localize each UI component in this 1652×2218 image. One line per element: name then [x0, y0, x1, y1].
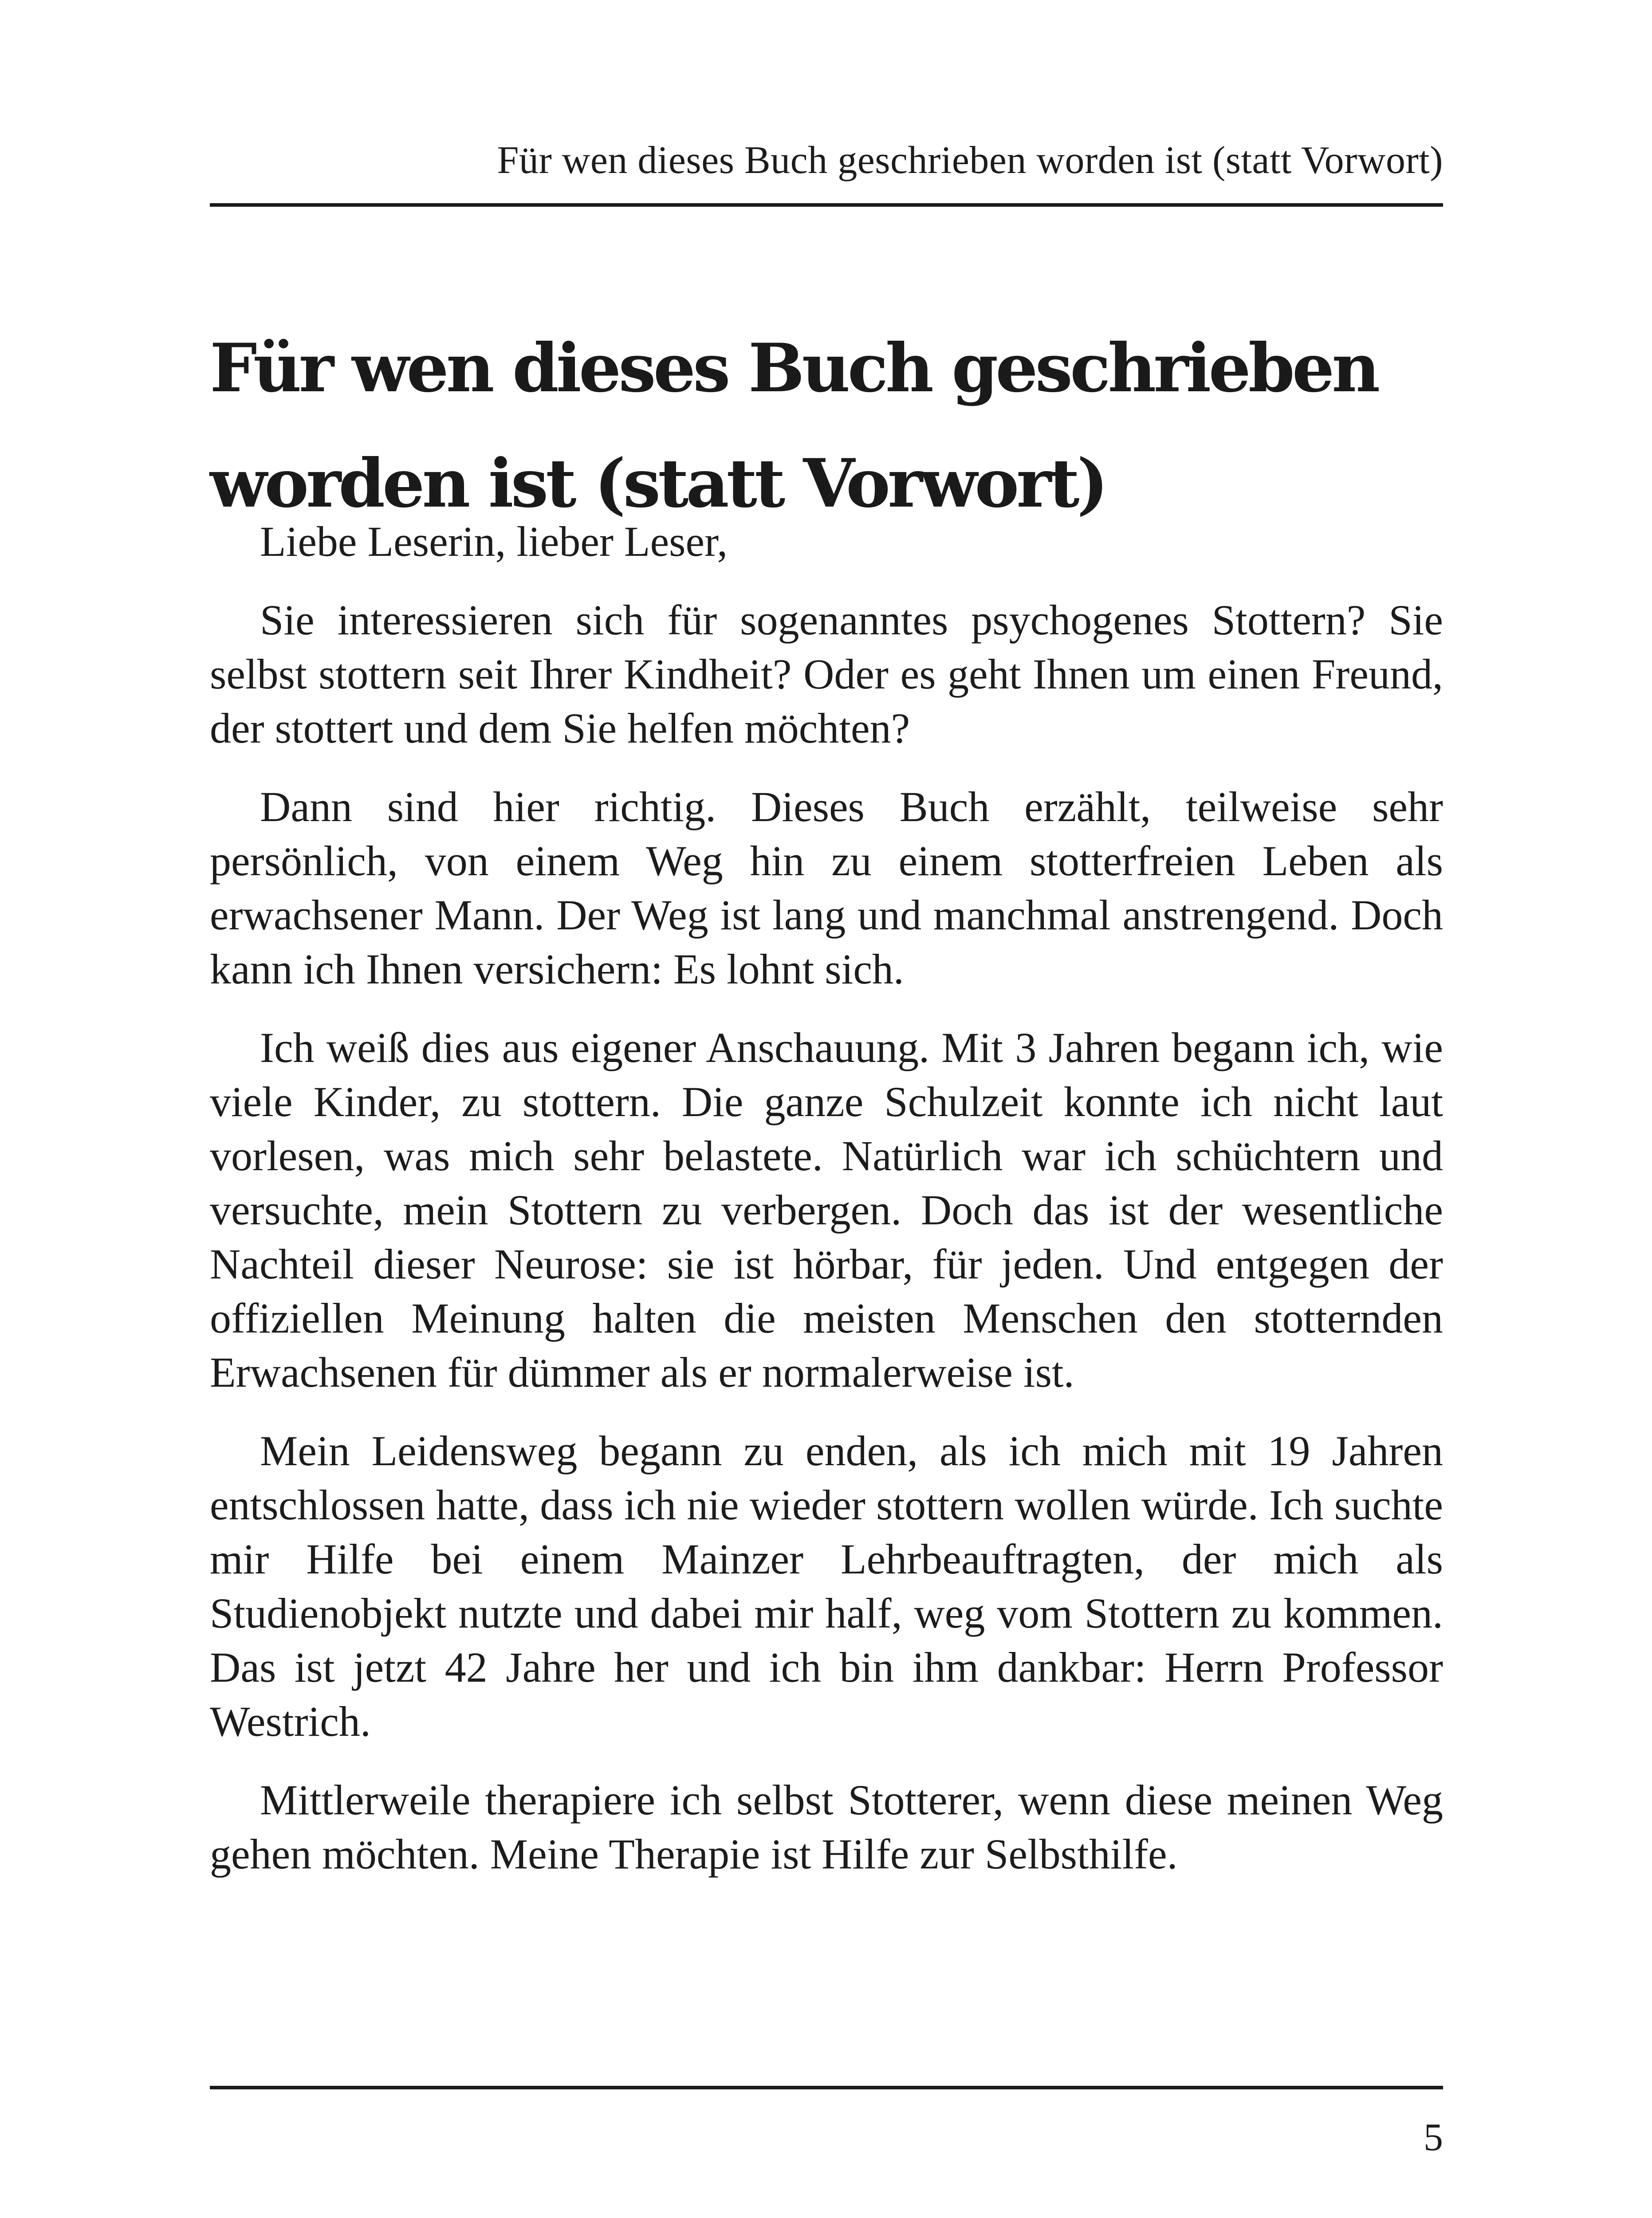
body-text — [210, 515, 1443, 1906]
body-paragraph: Ich weiß dies aus eigener Anschauung. Mit 3 Jahren begann ich, wie viele Kinder, zu stottern. Die ganze Schulzeit konnte ich nicht laut vorlesen, was mich sehr belastete. Natürlich war ich schüchtern und versuchte, mein Stottern zu verbergen. Doch das ist der wesentliche Nachteil dieser Neurose: sie ist hörbar, für jeden. Und entgegen der offiziellen Meinung halten die meisten Menschen den stotternden Erwachsenen für dümmer als er normalerweise ist. — [210, 1024, 1443, 1396]
salutation-paragraph: Liebe Leserin, lieber Leser, — [260, 518, 728, 565]
body-paragraph: Sie interessieren sich für sogenanntes psychogenes Stottern? Sie selbst stottern seit Ihrer Kindheit? Oder es geht Ihnen um einen Freund, der stottert und dem Sie helfen möchten? — [210, 596, 1443, 752]
header-rule — [210, 203, 1443, 207]
page-number: 5 — [1424, 2116, 1443, 2159]
running-header: Für wen dieses Buch geschrieben worden ist (statt Vorwort) — [497, 139, 1443, 182]
body-paragraph: Dann sind hier richtig. Dieses Buch erzählt, teilweise sehr persönlich, von einem Weg hin zu einem stotterfreien Leben als erwachsener Mann. Der Weg ist lang und manchmal anstrengend. Doch kann ich Ihnen versichern: Es lohnt sich. — [210, 783, 1443, 993]
chapter-title-line-2: worden ist (statt Vorwort) — [210, 444, 1106, 523]
chapter-title — [210, 311, 1443, 541]
chapter-title-line-1: Für wen dieses Buch geschrieben — [210, 329, 1378, 407]
body-paragraph: Mein Leidensweg begann zu enden, als ich mich mit 19 Jahren entschlossen hatte, dass ich nie wieder stottern wollen würde. Ich suchte mir Hilfe bei einem Mainzer Lehrbeauftragten, der mich als Studienobjekt nutzte und dabei mir half, weg vom Stottern zu kommen. Das ist jetzt 42 Jahre her und ich bin ihm dankbar: Herrn Professor Westrich. — [210, 1427, 1443, 1745]
footer-rule — [210, 2086, 1443, 2089]
body-paragraph: Mittlerweile therapiere ich selbst Stotterer, wenn diese meinen Weg gehen möchten. Meine Therapie ist Hilfe zur Selbsthilfe. — [210, 1776, 1443, 1878]
